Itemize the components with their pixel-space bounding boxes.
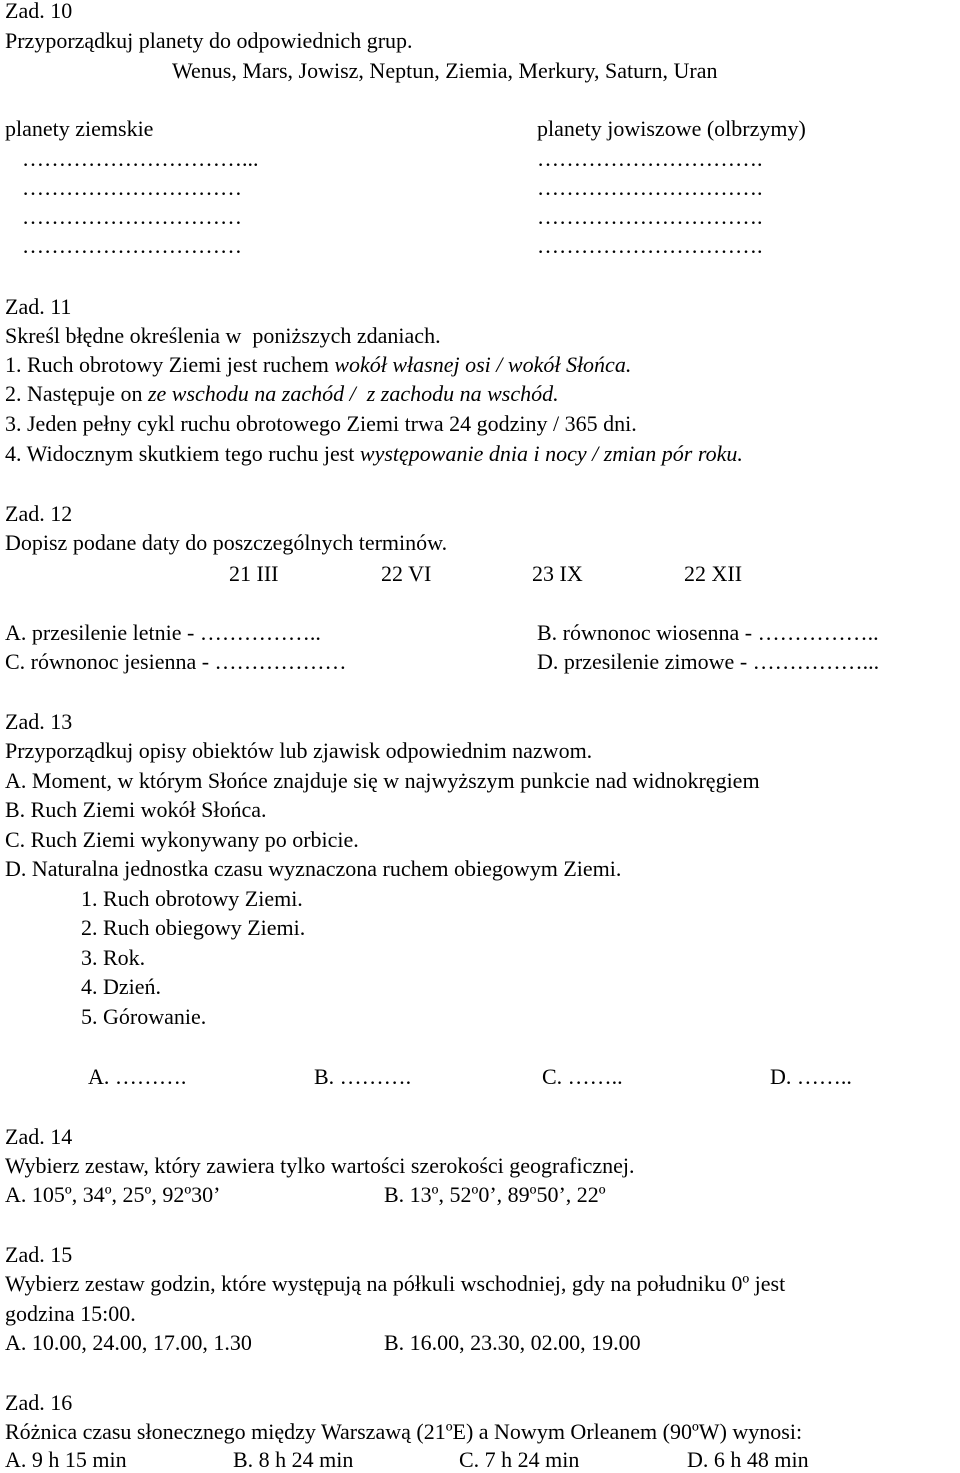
task-11-instruction: Skreśl błędne określenia w poniższych zdaniach.: [5, 323, 441, 348]
answer-d: D. ……..: [770, 1064, 852, 1089]
task-16-instruction: Różnica czasu słonecznego między Warszawą (21ºE) a Nowym Orleanem (90ºW) wynosi:: [5, 1419, 803, 1444]
description-a: A. Moment, w którym Słońce znajduje się w najwyższym punkcie nad widnokręgiem: [5, 768, 760, 793]
task-13-instruction: Przyporządkuj opisy obiektów lub zjawisk odpowiednim nazwom.: [5, 738, 593, 763]
option-d: D. 6 h 48 min: [687, 1447, 809, 1472]
jovian-planets-title: planety jowiszowe (olbrzymy): [537, 116, 806, 141]
answer-line: ………………………….: [537, 233, 763, 258]
task-15-header: Zad. 15: [5, 1242, 73, 1267]
name-1: 1. Ruch obrotowy Ziemi.: [81, 886, 303, 911]
answer-line: ………………………….: [537, 175, 763, 200]
task-12-header: Zad. 12: [5, 501, 73, 526]
option-b: B. 13º, 52º0’, 89º50’, 22º: [384, 1182, 606, 1207]
term-b: B. równonoc wiosenna - ……………..: [537, 620, 879, 645]
term-c: C. równonoc jesienna - ………………: [5, 649, 347, 674]
task-15-instruction: Wybierz zestaw godzin, które występują na półkuli wschodniej, gdy na południku 0º jest: [5, 1271, 786, 1296]
date-2: 22 VI: [381, 561, 432, 586]
option-c: C. 7 h 24 min: [459, 1447, 580, 1472]
description-d: D. Naturalna jednostka czasu wyznaczona ruchem obiegowym Ziemi.: [5, 856, 622, 881]
description-c: C. Ruch Ziemi wykonywany po orbicie.: [5, 827, 359, 852]
task-13-header: Zad. 13: [5, 709, 73, 734]
task-14-instruction: Wybierz zestaw, który zawiera tylko wartości szerokości geograficznej.: [5, 1153, 635, 1178]
answer-line: …………………………: [22, 175, 242, 200]
sentence-1: 1. Ruch obrotowy Ziemi jest ruchem wokół własnej osi / wokół Słońca.: [5, 352, 632, 377]
answer-line: ………………………….: [537, 146, 763, 171]
answer-c: C. ……..: [542, 1064, 623, 1089]
name-3: 3. Rok.: [81, 945, 146, 970]
sentence-4: 4. Widocznym skutkiem tego ruchu jest występowanie dnia i nocy / zmian pór roku.: [5, 441, 743, 466]
answer-a: A. ……….: [88, 1064, 187, 1089]
option-a: A. 10.00, 24.00, 17.00, 1.30: [5, 1330, 252, 1355]
task-11-header: Zad. 11: [5, 294, 72, 319]
answer-line: …………………………: [22, 204, 242, 229]
date-3: 23 IX: [532, 561, 583, 586]
option-a: A. 105º, 34º, 25º, 92º30’: [5, 1182, 221, 1207]
date-4: 22 XII: [684, 561, 743, 586]
task-10-instruction: Przyporządkuj planety do odpowiednich grup.: [5, 28, 413, 53]
task-12-instruction: Dopisz podane daty do poszczególnych terminów.: [5, 530, 448, 555]
name-4: 4. Dzień.: [81, 974, 162, 999]
answer-line: …………………………: [22, 233, 242, 258]
date-1: 21 III: [229, 561, 279, 586]
option-b: B. 8 h 24 min: [233, 1447, 354, 1472]
sentence-2: 2. Następuje on ze wschodu na zachód / z zachodu na wschód.: [5, 381, 559, 406]
answer-b: B. ……….: [314, 1064, 412, 1089]
description-b: B. Ruch Ziemi wokół Słońca.: [5, 797, 267, 822]
term-a: A. przesilenie letnie - ……………..: [5, 620, 321, 645]
task-16-header: Zad. 16: [5, 1390, 73, 1415]
answer-line: ………………………….: [537, 204, 763, 229]
name-5: 5. Górowanie.: [81, 1004, 207, 1029]
terrestrial-planets-title: planety ziemskie: [5, 116, 154, 141]
task-15-instruction-cont: godzina 15:00.: [5, 1301, 136, 1326]
planet-list: Wenus, Mars, Jowisz, Neptun, Ziemia, Merkury, Saturn, Uran: [172, 58, 718, 83]
option-a: A. 9 h 15 min: [5, 1447, 127, 1472]
name-2: 2. Ruch obiegowy Ziemi.: [81, 915, 306, 940]
task-14-header: Zad. 14: [5, 1124, 73, 1149]
sentence-3: 3. Jeden pełny cykl ruchu obrotowego Ziemi trwa 24 godziny / 365 dni.: [5, 411, 637, 436]
option-b: B. 16.00, 23.30, 02.00, 19.00: [384, 1330, 641, 1355]
task-10-header: Zad. 10: [5, 0, 73, 23]
term-d: D. przesilenie zimowe - ……………...: [537, 649, 880, 674]
answer-line: …………………………...: [22, 146, 259, 171]
